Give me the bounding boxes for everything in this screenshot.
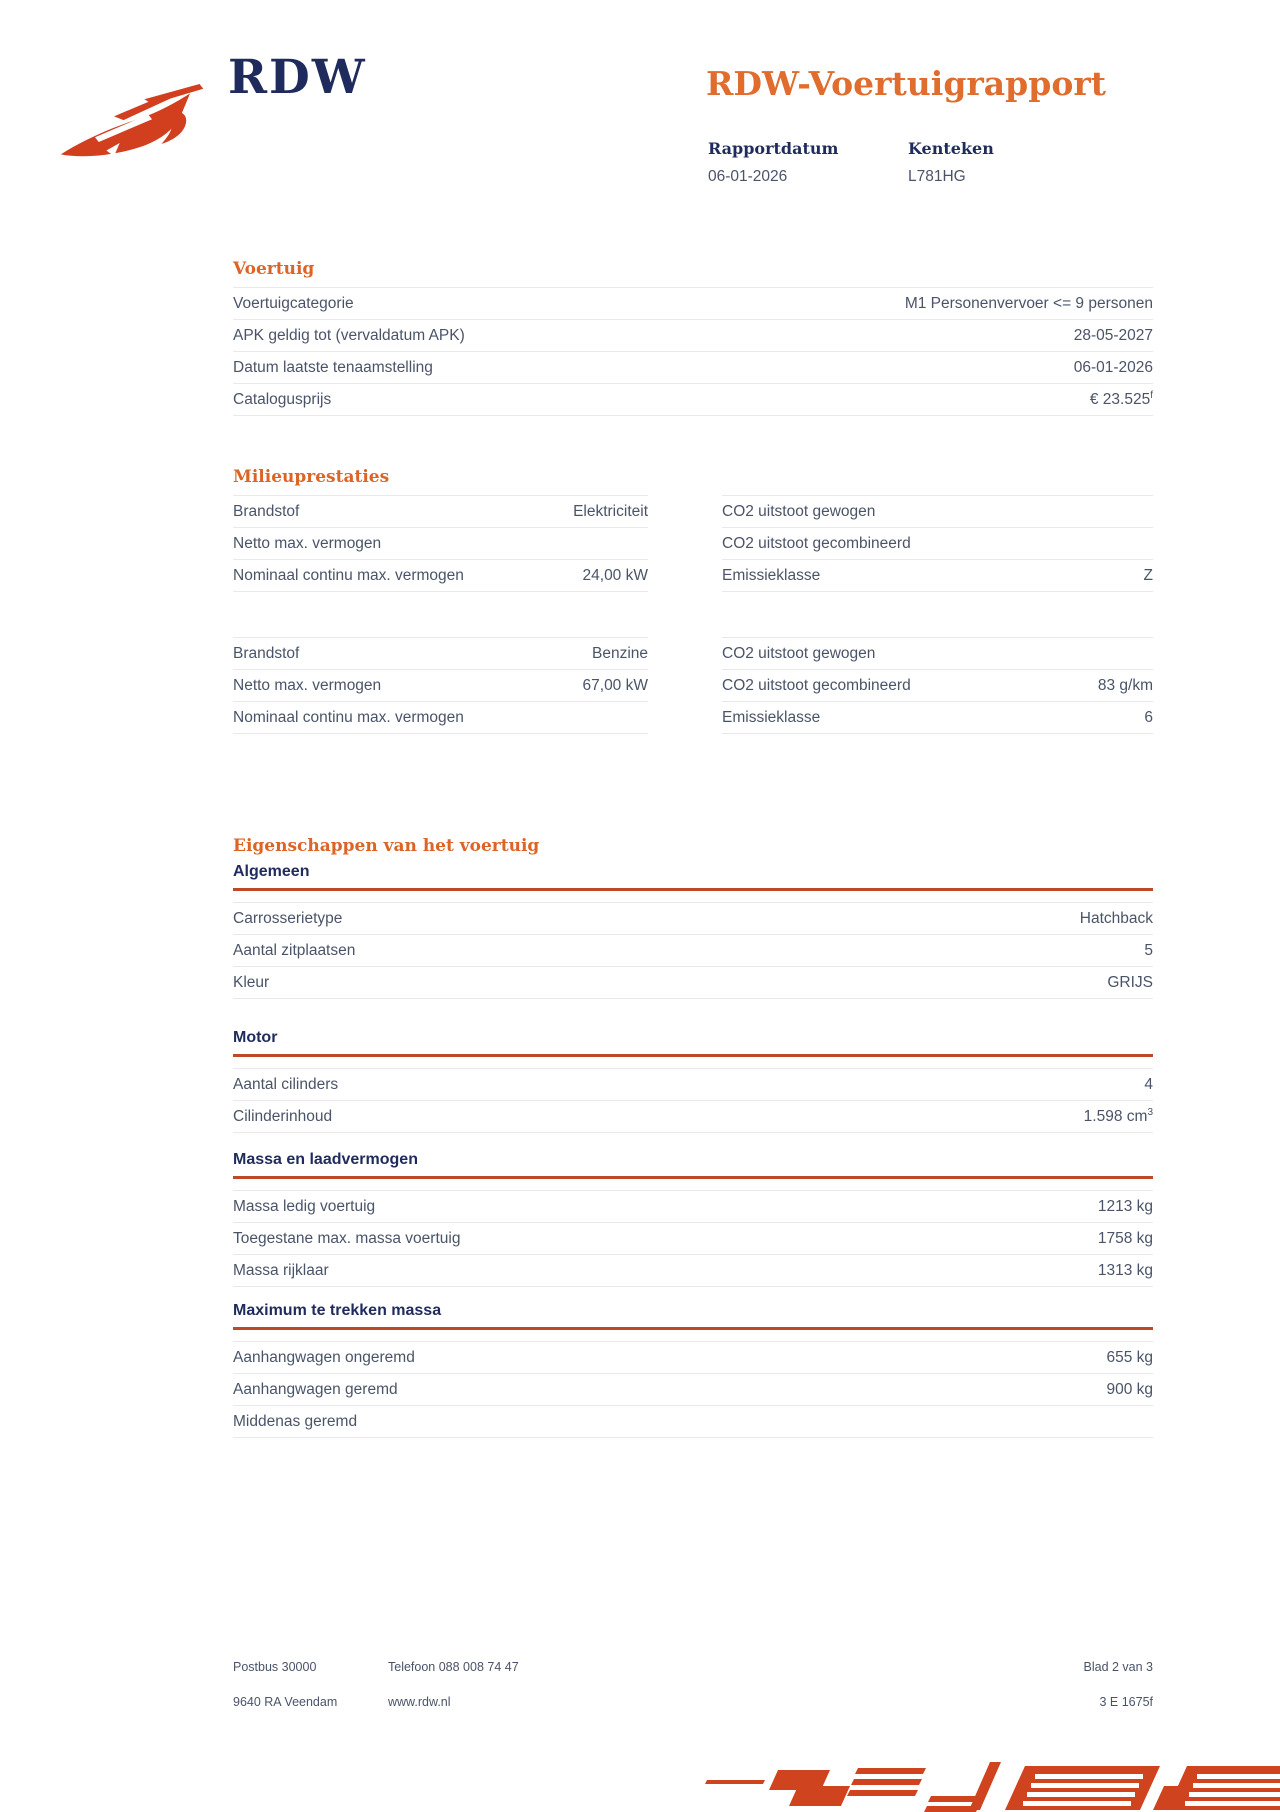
subsection-title: Motor xyxy=(233,1029,1153,1057)
table-row xyxy=(233,1254,1153,1287)
section-title-milieuprestaties: Milieuprestaties xyxy=(233,467,390,487)
row-value: 1.598 $cm^3$ xyxy=(1083,1106,1153,1125)
row-value: 900 kg xyxy=(1106,1380,1153,1398)
table-row xyxy=(233,966,1153,999)
section-eigenschappen xyxy=(233,836,1153,856)
massa-table xyxy=(233,1190,1153,1287)
table-row xyxy=(722,669,1153,701)
table-row xyxy=(233,1068,1153,1100)
footer-website: www.rdw.nl xyxy=(388,1695,451,1709)
row-label: Catalogusprijs xyxy=(233,390,332,408)
subsection-title: Massa en laadvermogen xyxy=(233,1151,1153,1179)
row-value: Z xyxy=(1143,566,1153,584)
row-value: 67,00 kW xyxy=(582,676,648,694)
footer-line xyxy=(233,1695,1153,1711)
row-label: Aantal cilinders xyxy=(233,1075,339,1093)
row-label: Netto max. vermogen xyxy=(233,676,382,694)
row-label: Emissieklasse xyxy=(722,708,821,726)
row-label: CO2 uitstoot gewogen xyxy=(722,502,876,520)
section-title-voertuig: Voertuig xyxy=(233,259,315,279)
footer-line xyxy=(233,1660,1153,1676)
footer-stripes-graphic xyxy=(705,1760,1280,1812)
row-value: Elektriciteit xyxy=(573,502,648,520)
row-label: Aanhangwagen ongeremd xyxy=(233,1348,415,1366)
table-row xyxy=(233,1373,1153,1405)
row-value: 06-01-2026 xyxy=(1073,358,1153,376)
motor-table xyxy=(233,1068,1153,1133)
footer-address-line1: Postbus 30000 xyxy=(233,1660,317,1674)
table-row xyxy=(233,1190,1153,1222)
table-row xyxy=(722,495,1153,527)
row-label: Middenas geremd xyxy=(233,1412,358,1430)
table-row xyxy=(233,1100,1153,1133)
row-value: Benzine xyxy=(591,644,648,662)
table-row xyxy=(722,527,1153,559)
section-title-eigenschappen: Eigenschappen van het voertuig xyxy=(233,836,540,856)
table-row xyxy=(233,287,1153,319)
row-label: APK geldig tot (vervaldatum APK) xyxy=(233,326,465,344)
footer-address-line2: 9640 RA Veendam xyxy=(233,1695,338,1709)
row-value: Hatchback xyxy=(1079,909,1153,927)
row-value: 1758 kg xyxy=(1097,1229,1153,1247)
superscript: 3 xyxy=(1147,1106,1153,1118)
rdw-logo-text: RDW xyxy=(228,50,367,105)
row-value: GRIJS xyxy=(1107,973,1153,991)
trekken-massa-table xyxy=(233,1341,1153,1438)
table-row xyxy=(233,1222,1153,1254)
row-value: 1313 kg xyxy=(1097,1261,1153,1279)
row-value: 655 kg xyxy=(1106,1348,1153,1366)
table-row xyxy=(722,559,1153,592)
footer-phone: Telefoon 088 008 74 47 xyxy=(388,1660,519,1674)
table-row xyxy=(722,701,1153,734)
row-value: € 23.525$^f$ xyxy=(1089,389,1153,408)
table-row xyxy=(233,319,1153,351)
report-date-value: 06-01-2026 xyxy=(708,168,788,185)
row-label: Massa ledig voertuig xyxy=(233,1197,376,1215)
row-label: Datum laatste tenaamstelling xyxy=(233,358,433,376)
row-label: Brandstof xyxy=(233,644,300,662)
row-label: CO2 uitstoot gewogen xyxy=(722,644,876,662)
row-value: 1213 kg xyxy=(1097,1197,1153,1215)
milieu-left-table xyxy=(233,637,648,734)
row-label: Toegestane max. massa voertuig xyxy=(233,1229,461,1247)
table-row xyxy=(233,1341,1153,1373)
row-label: Aantal zitplaatsen xyxy=(233,941,356,959)
page-footer xyxy=(233,1660,1153,1730)
row-label: CO2 uitstoot gecombineerd xyxy=(722,534,911,552)
row-value: 83 g/km xyxy=(1097,676,1153,694)
table-row xyxy=(233,351,1153,383)
footnote-marker: f xyxy=(1150,389,1153,401)
row-label: Netto max. vermogen xyxy=(233,534,382,552)
subsection-trekken-massa xyxy=(233,1302,1153,1438)
row-label: Brandstof xyxy=(233,502,300,520)
table-row xyxy=(233,1405,1153,1438)
row-label: Kleur xyxy=(233,973,270,991)
table-row xyxy=(233,669,648,701)
row-label: Nominaal continu max. vermogen xyxy=(233,566,464,584)
row-label: Nominaal continu max. vermogen xyxy=(233,708,464,726)
section-milieuprestaties xyxy=(233,467,1153,734)
milieu-block-petrol xyxy=(233,629,1153,734)
footer-form-code: 3 E 1675f xyxy=(1099,1695,1153,1709)
milieu-left-table xyxy=(233,495,648,592)
row-value: 6 xyxy=(1144,708,1153,726)
rdw-feather-logo-icon xyxy=(57,84,209,162)
milieu-right-table xyxy=(722,495,1153,592)
table-row xyxy=(233,495,648,527)
row-value: 5 xyxy=(1144,941,1153,959)
row-label: Carrosserietype xyxy=(233,909,343,927)
section-voertuig xyxy=(233,259,1153,416)
row-label: Voertuigcategorie xyxy=(233,294,354,312)
algemeen-table xyxy=(233,902,1153,999)
row-value: 28-05-2027 xyxy=(1073,326,1153,344)
table-row xyxy=(233,934,1153,966)
row-value: 4 xyxy=(1144,1075,1153,1093)
row-value: 24,00 kW xyxy=(582,566,648,584)
table-row xyxy=(233,701,648,734)
row-value: M1 Personenvervoer <= 9 personen xyxy=(904,294,1153,312)
voertuig-table xyxy=(233,287,1153,416)
milieu-block-electric xyxy=(233,487,1153,592)
row-label: Emissieklasse xyxy=(722,566,821,584)
subsection-algemeen xyxy=(233,863,1153,999)
milieu-right-table xyxy=(722,637,1153,734)
license-plate-label: Kenteken xyxy=(908,139,994,158)
table-row xyxy=(722,637,1153,669)
table-row xyxy=(233,383,1153,416)
table-row xyxy=(233,902,1153,934)
subsection-title: Algemeen xyxy=(233,863,1153,891)
subsection-motor xyxy=(233,1029,1153,1133)
page-title: RDW-Voertuigrapport xyxy=(706,64,1106,103)
row-label: Aanhangwagen geremd xyxy=(233,1380,398,1398)
license-plate-value: L781HG xyxy=(908,168,966,185)
table-row xyxy=(233,637,648,669)
subsection-massa xyxy=(233,1151,1153,1287)
row-label: CO2 uitstoot gecombineerd xyxy=(722,676,911,694)
table-row xyxy=(233,559,648,592)
table-row xyxy=(233,527,648,559)
row-label: Massa rijklaar xyxy=(233,1261,329,1279)
report-date-label: Rapportdatum xyxy=(708,139,839,158)
row-label: Cilinderinhoud xyxy=(233,1107,333,1125)
subsection-title: Maximum te trekken massa xyxy=(233,1302,1153,1330)
footer-page-indicator: Blad 2 van 3 xyxy=(1083,1660,1153,1674)
